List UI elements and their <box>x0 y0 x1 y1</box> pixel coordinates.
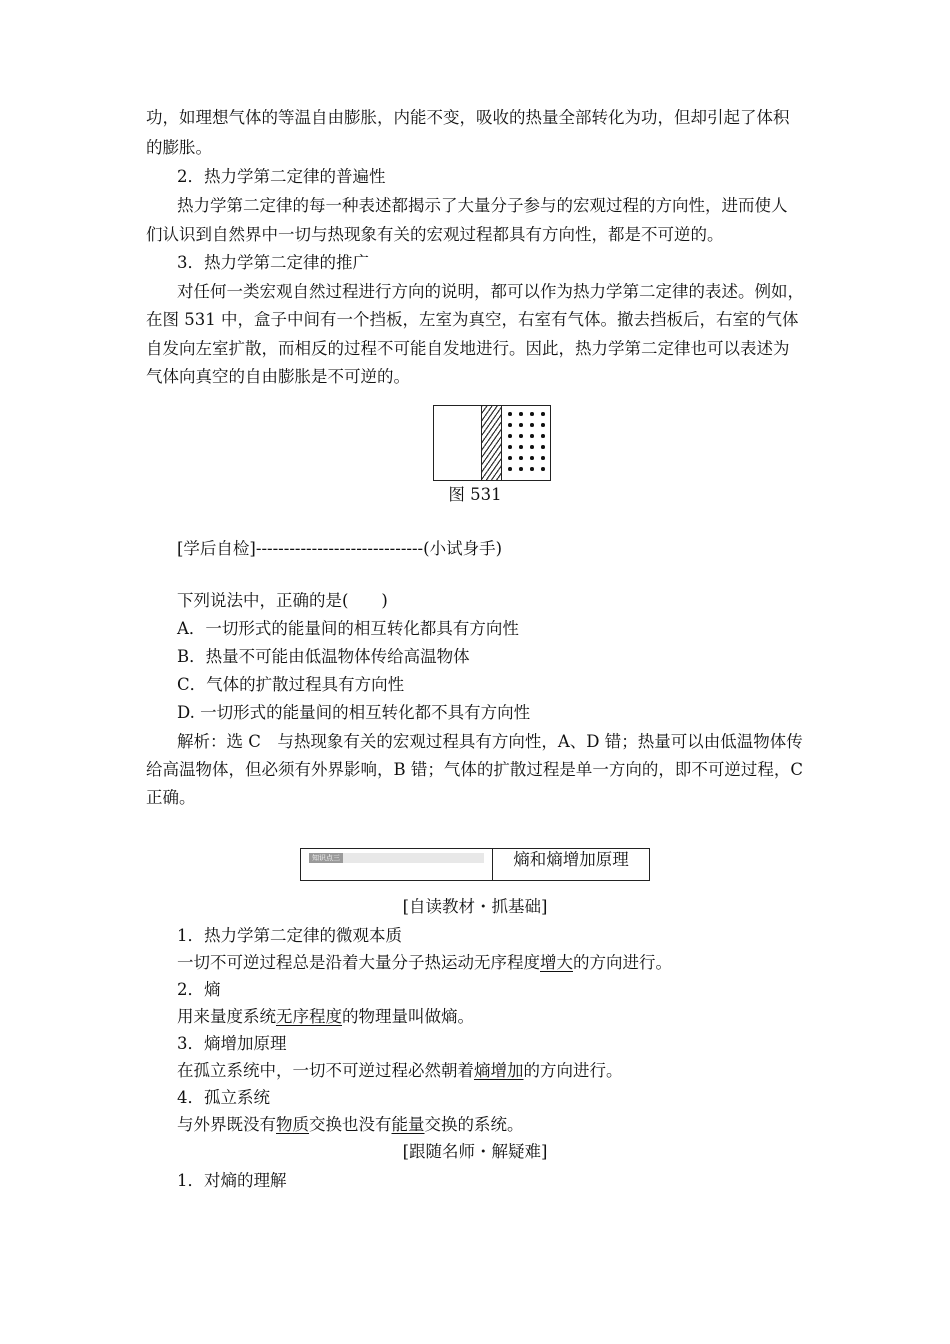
text-segment: 一切不可逆过程总是沿着大量分子热运动无序程度 <box>177 953 540 972</box>
text-line-s3t <box>177 1060 623 1082</box>
gas-molecule-dot <box>508 445 512 449</box>
text-segment: 与外界既没有 <box>177 1115 276 1134</box>
text-segment: A．一切形式的能量间的相互转化都具有方向性 <box>177 619 519 638</box>
gas-molecule-dot <box>541 434 545 438</box>
underlined-term: 熵增加 <box>474 1061 524 1080</box>
knowledge-point-title: 熵和熵增加原理 <box>513 850 629 869</box>
text-segment: 在图 531 中，盒子中间有一个挡板，左室为真空，右室有气体。撤去挡板后，右室的气体 <box>146 310 799 329</box>
gas-molecule-dot <box>530 434 534 438</box>
text-line-ob <box>177 646 470 668</box>
gas-molecule-dot <box>530 456 534 460</box>
gas-molecule-dot <box>519 456 523 460</box>
gas-molecule-dot <box>530 467 534 471</box>
gas-molecule-dot <box>541 467 545 471</box>
text-segment: 自发向左室扩散，而相反的过程不可能自发地进行。因此，热力学第二定律也可以表述为 <box>146 339 790 358</box>
text-segment: 1．热力学第二定律的微观本质 <box>177 926 402 945</box>
text-line-p9 <box>146 338 790 360</box>
text-segment: 交换的系统。 <box>424 1115 524 1134</box>
text-segment: [自读教材・抓基础] <box>402 897 548 916</box>
text-line-ans2 <box>146 759 803 781</box>
text-segment: 对任何一类宏观自然过程进行方向的说明，都可以作为热力学第二定律的表述。例如， <box>177 282 804 301</box>
text-segment: 2．熵 <box>177 980 221 999</box>
text-segment: 的方向进行。 <box>573 953 672 972</box>
gas-molecule-dot <box>508 456 512 460</box>
gas-molecule-dot <box>541 456 545 460</box>
text-line-p7 <box>177 281 804 303</box>
gas-molecule-dot <box>508 467 512 471</box>
text-segment: [跟随名师・解疑难] <box>402 1142 548 1161</box>
text-line-s1 <box>177 925 402 947</box>
gas-molecule-dot <box>541 445 545 449</box>
text-line-p4 <box>177 195 788 217</box>
text-line-oc <box>177 674 404 696</box>
text-line-s3 <box>177 1033 287 1055</box>
text-segment: 气体向真空的自由膨胀是不可逆的。 <box>146 367 410 386</box>
gas-molecule-dot <box>541 412 545 416</box>
text-line-f1 <box>177 1170 287 1192</box>
text-line-s1t <box>177 952 672 974</box>
gas-molecule-dot <box>519 445 523 449</box>
gas-molecule-dot <box>519 423 523 427</box>
text-segment: 交换也没有 <box>309 1115 392 1134</box>
gas-molecule-dot <box>508 423 512 427</box>
text-segment: 在孤立系统中，一切不可逆过程必然朝着 <box>177 1061 474 1080</box>
text-line-oa <box>177 618 519 640</box>
text-line-follow <box>0 1141 950 1163</box>
text-line-p2 <box>146 137 212 159</box>
text-segment: 3．熵增加原理 <box>177 1034 287 1053</box>
text-line-s2 <box>177 979 221 1001</box>
knowledge-point-badge: 知识点三 <box>309 853 343 863</box>
text-segment: 的方向进行。 <box>523 1061 623 1080</box>
knowledge-point-header <box>300 848 650 881</box>
text-segment: 的膨胀。 <box>146 138 212 157</box>
text-line-p5 <box>146 224 724 246</box>
text-segment: 功，如理想气体的等温自由膨胀，内能不变，吸收的热量全部转化为功，但却引起了体积 <box>146 108 790 127</box>
gas-molecule-dot <box>541 423 545 427</box>
text-segment: 的物理量叫做熵。 <box>342 1007 474 1026</box>
text-segment: D. 一切形式的能量间的相互转化都不具有方向性 <box>177 703 531 722</box>
gas-molecule-dot <box>530 445 534 449</box>
gas-molecule-dot <box>519 467 523 471</box>
text-segment: 们认识到自然界中一切与热现象有关的宏观过程都具有方向性，都是不可逆的。 <box>146 225 724 244</box>
text-segment: 4．孤立系统 <box>177 1088 270 1107</box>
text-line-p6 <box>177 252 369 274</box>
text-segment: 热力学第二定律的每一种表述都揭示了大量分子参与的宏观过程的方向性，进而使人 <box>177 196 788 215</box>
knowledge-point-label-cell <box>301 849 493 880</box>
gas-molecule-dot <box>519 434 523 438</box>
underlined-term: 无序程度 <box>276 1007 342 1026</box>
partition-hatched <box>481 406 502 480</box>
gas-molecule-dot <box>530 423 534 427</box>
text-line-od <box>177 702 530 724</box>
figure-531-box-diagram <box>433 405 551 481</box>
text-line-p8 <box>146 309 798 331</box>
text-segment: C．气体的扩散过程具有方向性 <box>177 675 405 694</box>
text-segment: 3．热力学第二定律的推广 <box>177 253 369 272</box>
text-segment: [学后自检]------------------------------(小试身手) <box>177 539 503 558</box>
text-line-p1 <box>146 107 790 129</box>
text-segment: 2．热力学第二定律的普遍性 <box>177 167 386 186</box>
gas-molecule-dot <box>530 412 534 416</box>
text-segment: 用来量度系统 <box>177 1007 276 1026</box>
text-line-s4t <box>177 1114 524 1136</box>
text-line-selfcheck <box>177 538 502 560</box>
text-segment: 解析：选 C 与热现象有关的宏观过程具有方向性，A、D 错；热量可以由低温物体传 <box>177 732 803 751</box>
underlined-term: 增大 <box>540 953 573 972</box>
text-line-s4 <box>177 1087 270 1109</box>
text-line-selfread <box>0 896 950 918</box>
text-segment: 下列说法中，正确的是( ) <box>177 591 388 610</box>
gas-molecule-dot <box>519 412 523 416</box>
gas-molecule-dot <box>508 412 512 416</box>
text-line-q <box>177 590 388 612</box>
text-line-caption <box>0 484 950 506</box>
underlined-term: 物质 <box>276 1115 309 1134</box>
text-segment: 正确。 <box>146 788 196 807</box>
gas-molecule-dot <box>508 434 512 438</box>
text-segment: 1．对熵的理解 <box>177 1171 287 1190</box>
text-line-ans1 <box>177 731 803 753</box>
underlined-term: 能量 <box>391 1115 425 1134</box>
text-line-p10 <box>146 366 410 388</box>
text-segment: 图 531 <box>448 485 502 504</box>
text-segment: B．热量不可能由低温物体传给高温物体 <box>177 647 470 666</box>
text-line-p3 <box>177 166 386 188</box>
text-segment: 给高温物体，但必须有外界影响，B 错；气体的扩散过程是单一方向的，即不可逆过程，C <box>146 760 803 779</box>
text-line-ans3 <box>146 787 196 809</box>
text-line-s2t <box>177 1006 474 1028</box>
